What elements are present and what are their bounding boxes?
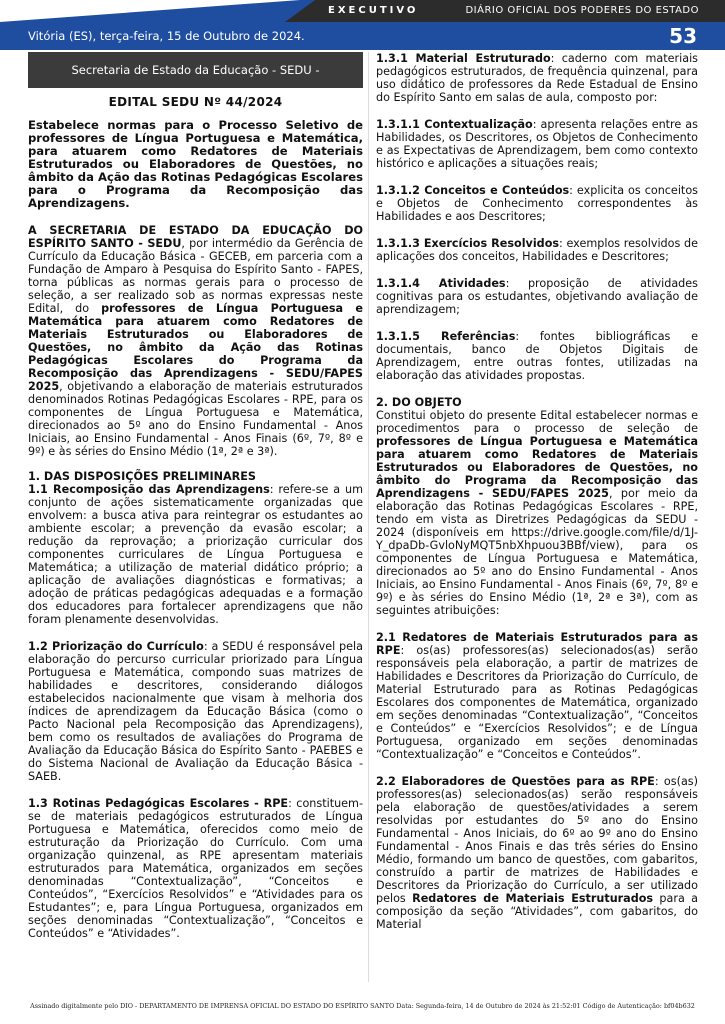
clause-1-3-1: 1.3.1 Material Estruturado: caderno com materiais pedagógicos estruturados, de frequência quinzenal, para uso didático de professores da Rede Estadual de Ensino do Espírito Santo em salas de aula, composto por: bbox=[376, 52, 699, 104]
column-divider bbox=[368, 52, 369, 982]
clause-1-3-1-4: 1.3.1.4 Atividades: proposição de atividades cognitivas para os estudantes, objetivando avaliação de aprendizagem; bbox=[376, 277, 698, 316]
intro-paragraph: A SECRETARIA DE ESTADO DA EDUCAÇÃO DO ESPÍRITO SANTO - SEDU, por intermédio da Gerência de Currículo da Educação Básica - GECEB, em parceria com a Fundação de Amparo à Pesquisa do Espírito Santo - FAPES, torna públicas as normas gerais para o processo de seleção, a ser realizado sob as normas expressas neste Edital, do professores de Língua Portuguesa e Matemática para atuarem como Redatores de Materiais Estruturados ou Elaboradores de Questões, no âmbito da Ação das Rotinas Pedagógicas Escolares do Programa da Recomposição das Aprendizagens - SEDU/FAPES 2025, objetivando a elaboração de materiais estruturados denominados Rotinas Pedagógicas Escolares - RPE, para os componentes de Língua Portuguesa e Matemática, direcionados ao 5º ano do Ensino Fundamental - Anos Iniciais, ao Ensino Fundamental - Anos Finais (6º, 7º, 8º e 9º) e às séries do Ensino Médio (1ª, 2ª e 3ª). bbox=[28, 224, 363, 458]
clause-1-3-1-1: 1.3.1.1 Contextualização: apresenta relações entre as Habilidades, os Descritores, os Objetos de Conhecimento e as Expectativas de Aprendizagem, bem como contexto histórico e aplicações a situações reais; bbox=[376, 118, 698, 170]
edital-ementa: Estabelece normas para o Processo Seletivo de professores de Língua Portuguesa e Matemática, para atuarem como Redatores de Materiais Estruturados ou Elaboradores de Questões, no âmbito da Ação das Rotinas Pedagógicas Escolares para o Programa da Recomposição das Aprendizagens. bbox=[28, 118, 363, 210]
page-number: 53 bbox=[669, 24, 697, 48]
secretaria-banner: Secretaria de Estado da Educação - SEDU - bbox=[28, 52, 363, 88]
right-column bbox=[376, 52, 698, 941]
section-label: EXECUTIVO bbox=[328, 5, 419, 16]
page-header bbox=[0, 0, 725, 50]
clause-2-object: Constitui objeto do presente Edital estabelecer normas e procedimentos para o processo de seleção de professores de Língua Portuguesa e Matemática para atuarem como Redatores de Materiais Estruturados ou Elaboradores de Questões, no âmbito do Programa da Recomposição das Aprendizagens - SEDU/FAPES 2025, por meio da elaboração das Rotinas Pedagógicas Escolares - RPE, tendo em vista as Diretrizes Pedagógicas da SEDU - 2024 (disponíveis em https://drive.google.com/file/d/1J-Y_dpaDb-GvloNyMQT5nbXhpuou3BBf/view), para os componentes de Língua Portuguesa e Matemática, direcionados ao 5º ano do Ensino Fundamental - Anos Iniciais, ao Ensino Fundamental - Anos Finais (6º, 7º, 8º e 9º) e às séries do Ensino Médio (1ª, 2ª e 3ª), com as seguintes atribuições: bbox=[376, 409, 698, 617]
left-column bbox=[28, 52, 363, 950]
clause-1-3-1-3: 1.3.1.3 Exercícios Resolvidos: exemplos resolvidos de aplicações dos conceitos, Habilidades e Descritores; bbox=[376, 237, 699, 263]
clause-2-2: 2.2 Elaboradores de Questões para as RPE: os(as) professores(as) selecionados(as) serão responsáveis pela elaboração de questões/atividades a serem resolvidas por estudantes do 5º ano do Ensino Fundamental - Anos Iniciais, do 6º ao 9º ano do Ensino Fundamental - Anos Finais e das três séries do Ensino Médio, formando um banco de questões, com gabaritos, construído a partir de matrizes de Habilidades e Descritores da Priorização do Currículo, a ser utilizado pelos Redatores de Materiais Estruturados para a composição da seção “Atividades”, com gabaritos, do Material bbox=[376, 775, 698, 931]
edital-title: EDITAL SEDU Nº 44/2024 bbox=[108, 95, 283, 109]
clause-1-1: 1.1 Recomposição das Aprendizagens: refere-se a um conjunto de ações sistematicamente organizadas que envolvem: a busca ativa para reintegrar os estudantes ao ambiente escolar; a prevenção da evasão escolar; a redução da reprovação; a priorização curricular dos componentes curriculares de Língua Portuguesa e Matemática; a utilização de material didático próprio; a aplicação de avaliações diagnósticas e formativas; a adoção de práticas pedagógicas adequadas e a formação dos educadores para fortalecer aprendizagens que não foram plenamente desenvolvidas. bbox=[28, 483, 364, 626]
publication-name: DIÁRIO OFICIAL DOS PODERES DO ESTADO bbox=[465, 5, 699, 16]
dateline: Vitória (ES), terça-feira, 15 de Outubro de 2024. bbox=[28, 29, 305, 43]
section-2-heading: 2. DO OBJETO bbox=[376, 396, 462, 409]
clause-1-3-1-2: 1.3.1.2 Conceitos e Conteúdos: explicita os conceitos e Objetos de Conhecimento correspondentes às Habilidades e aos Descritores; bbox=[376, 184, 698, 223]
section-1-heading: 1. DAS DISPOSIÇÕES PRELIMINARES bbox=[28, 470, 256, 483]
clause-1-3-1-5: 1.3.1.5 Referências: fontes bibliográficas e documentais, banco de Objetos Digitais de Aprendizagem, entre outras fontes, utilizadas na elaboração das atividades propostas. bbox=[376, 330, 698, 382]
clause-2-1: 2.1 Redatores de Materiais Estruturados para as RPE: os(as) professores(as) selecionados(as) serão responsáveis pela elaboração, a partir de matrizes de Habilidades e Descritores da Priorização do Currículo, de Material Estruturado para as Rotinas Pedagógicas Escolares dos componentes de Matemática, organizado em seções denominadas “Contextualização”, “Conceitos e Conteúdos” e “Exercícios Resolvidos”; e de Língua Portuguesa, organizado em seções denominadas “Contextualização” e “Conceitos e Conteúdos”. bbox=[376, 631, 698, 761]
header-decor bbox=[0, 0, 300, 22]
clause-1-2: 1.2 Priorização do Currículo: a SEDU é responsável pela elaboração do percurso curricular priorizado para Língua Portuguesa e Matemática, compondo suas matrizes de habilidades e descritores, considerando diálogos estabelecidos nacionalmente que visam à melhoria dos índices de aprendizagem da Educação Básica (como o Pacto Nacional pela Recomposição das Aprendizagens), bem como os resultados de avaliações do Programa de Avaliação da Educação Básica do Espírito Santo - PAEBES e do Sistema Nacional de Avaliação da Educação Básica - SAEB. bbox=[28, 640, 363, 783]
signature-footer: Assinado digitalmente pelo DIO - DEPARTAMENTO DE IMPRENSA OFICIAL DO ESTADO DO ESPÍRITO SANTO Data: Segunda-feira, 14 de Outubro de 2024 às 21:52:01 Código de Autenticação: bf04b632 bbox=[30, 1002, 695, 1010]
clause-1-3: 1.3 Rotinas Pedagógicas Escolares - RPE: constituem-se de materiais pedagógicos estruturados de Língua Portuguesa e Matemática, oferecidos como meio de estruturação da Priorização do Currículo. Com uma organização quinzenal, as RPE apresentam materiais estruturados para Matemática, organizados em seções denominadas “Contextualização”, “Conceitos e Conteúdos”, “Exercícios Resolvidos” e “Atividades para os Estudantes”; e, para Língua Portuguesa, organizados em seções denominadas “Contextualização”, “Conceitos e Conteúdos” e “Atividades”. bbox=[28, 797, 363, 940]
